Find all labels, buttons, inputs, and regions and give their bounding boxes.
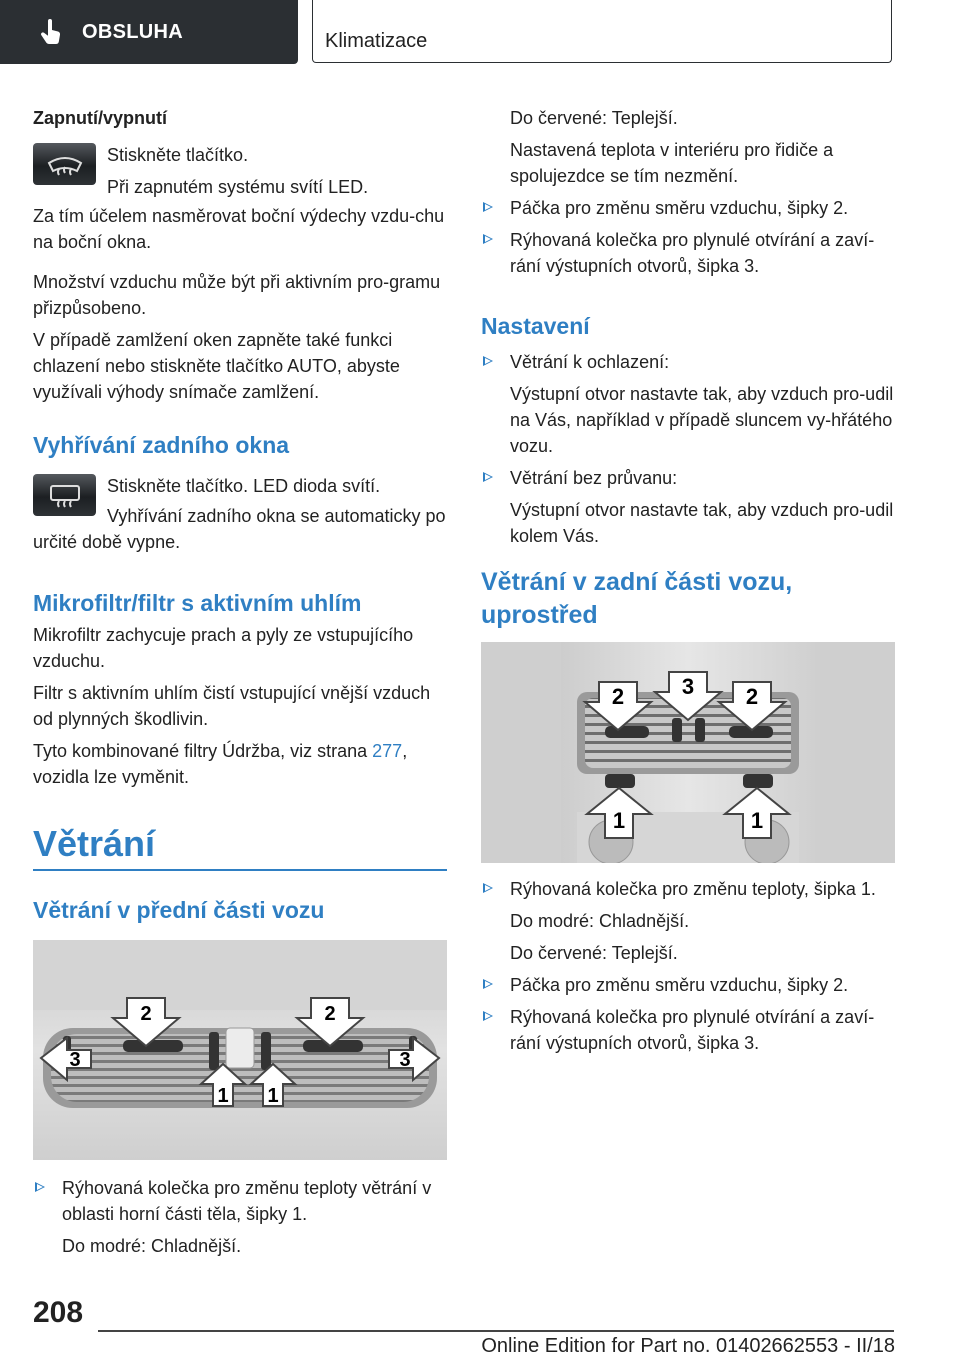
list-item-sub: Do červené: Teplejší.	[510, 108, 678, 128]
front-vents-photo	[33, 940, 447, 1160]
ventilation-heading: Větrání	[33, 823, 156, 864]
bullet-triangle-icon	[483, 234, 493, 244]
page-number: 208	[33, 1296, 84, 1329]
filter-paragraph-3: Tyto kombinované filtry Údržba, viz strana 277, vozidla lze vyměnit.	[33, 741, 408, 787]
footer-edition: Online Edition for Part no. 01402662553 - II/18	[481, 1335, 895, 1357]
defrost-line-1: Stiskněte tlačítko.	[107, 145, 249, 165]
list-item-sub: Výstupní otvor nastavte tak, aby vzduch pro-udil na Vás, například v případě sluncem vy-hřátého vozu.	[510, 384, 894, 456]
front-vents-illustration	[33, 940, 447, 1160]
filter-paragraph-1: Mikrofiltr zachycuje prach a pyly ze vstupujícího vzduchu.	[33, 625, 414, 671]
rear-callout-1a: 1	[612, 808, 626, 833]
bullet-triangle-icon	[35, 1182, 45, 1192]
bullet-triangle-icon	[483, 472, 493, 482]
front-callout-1a: 1	[217, 1085, 229, 1107]
list-item-sub: Do modré: Chladnější.	[62, 1236, 242, 1256]
bullet-triangle-icon	[483, 979, 493, 989]
defrost-paragraph-1: Za tím účelem nasměrovat boční výdechy vzdu-chu na boční okna.	[33, 206, 445, 252]
filter-heading: Mikrofiltr/filtr s aktivním uhlím	[33, 590, 362, 616]
bullet-triangle-icon	[483, 356, 493, 366]
rear-window-line-2: Vyhřívání zadního okna se automaticky po určité době vypne.	[33, 506, 446, 552]
list-item: Rýhovaná kolečka pro změnu teploty, šipka 1.	[481, 876, 896, 902]
defrost-paragraph-2: Množství vzduchu může být při aktivním pro-gramu přizpůsobeno.	[33, 272, 441, 318]
rear-callout-1b: 1	[750, 808, 764, 833]
rear-window-line-1: Stiskněte tlačítko. LED dioda svítí.	[107, 476, 381, 496]
rear-callout-2a: 2	[611, 684, 625, 709]
rear-vents-illustration	[481, 642, 895, 863]
heading-rule	[33, 869, 447, 871]
rear-ventilation-heading: Větrání v zadní části vozu, uprostřed	[481, 568, 793, 629]
list-item-sub: Nastavená teplota v interiéru pro řidiče a spolujezdce se tím nezmění.	[510, 140, 834, 186]
list-item: Rýhovaná kolečka pro plynulé otvírání a zaví-rání výstupních otvorů, šipka 3.	[481, 227, 896, 279]
defrost-heading: Zapnutí/vypnutí	[33, 108, 167, 128]
chapter-box	[312, 0, 892, 63]
page-link-277[interactable]: 277	[372, 741, 403, 761]
footer-rule	[98, 1330, 894, 1332]
front-callout-3a: 3	[69, 1049, 81, 1071]
bullet-triangle-icon	[483, 1011, 493, 1021]
settings-heading: Nastavení	[481, 313, 590, 339]
defrost-paragraph-3: V případě zamlžení oken zapněte také funkci chlazení nebo stiskněte tlačítko AUTO, abyste využívali výhody snímače zamlžení.	[33, 330, 400, 402]
defrost-button-image	[33, 143, 96, 185]
bullet-triangle-icon	[483, 202, 493, 212]
front-callout-2b: 2	[324, 1003, 336, 1025]
defrost-line-2: Při zapnutém systému svítí LED.	[107, 177, 369, 197]
list-item: Páčka pro změnu směru vzduchu, šipky 2.	[481, 972, 896, 998]
list-item: Rýhovaná kolečka pro změnu teploty větrání v oblasti horní části těla, šipky 1.	[33, 1175, 448, 1227]
rear-vents-photo	[481, 642, 895, 863]
front-ventilation-heading: Větrání v přední části vozu	[33, 897, 325, 923]
rear-callout-2b: 2	[745, 684, 759, 709]
section-tab[interactable]	[0, 0, 298, 64]
windshield-defrost-icon	[45, 149, 85, 179]
rear-callout-3: 3	[681, 674, 695, 699]
front-callout-3b: 3	[399, 1049, 411, 1071]
list-item: Páčka pro změnu směru vzduchu, šipky 2.	[481, 195, 896, 221]
rear-window-heading: Vyhřívání zadního okna	[33, 432, 290, 458]
front-callout-1b: 1	[267, 1085, 279, 1107]
list-item: Větrání k ochlazení:	[481, 349, 896, 375]
list-item-sub: Do červené: Teplejší.	[510, 943, 678, 963]
list-item: Rýhovaná kolečka pro plynulé otvírání a zaví-rání výstupních otvorů, šipka 3.	[481, 1004, 896, 1056]
list-item-sub: Výstupní otvor nastavte tak, aby vzduch pro-udil kolem Vás.	[510, 500, 894, 546]
list-item-sub: Do modré: Chladnější.	[510, 911, 690, 931]
chapter-label: Klimatizace	[325, 30, 428, 52]
defrost-heading-wrap	[33, 105, 448, 131]
bullet-triangle-icon	[483, 883, 493, 893]
front-callout-2a: 2	[140, 1003, 152, 1025]
section-label: OBSLUHA	[82, 20, 183, 43]
hand-pointer-icon	[40, 19, 62, 45]
filter-paragraph-2: Filtr s aktivním uhlím čistí vstupující vnější vzduch od plynných škodlivin.	[33, 683, 431, 729]
list-item: Větrání bez průvanu:	[481, 465, 896, 491]
